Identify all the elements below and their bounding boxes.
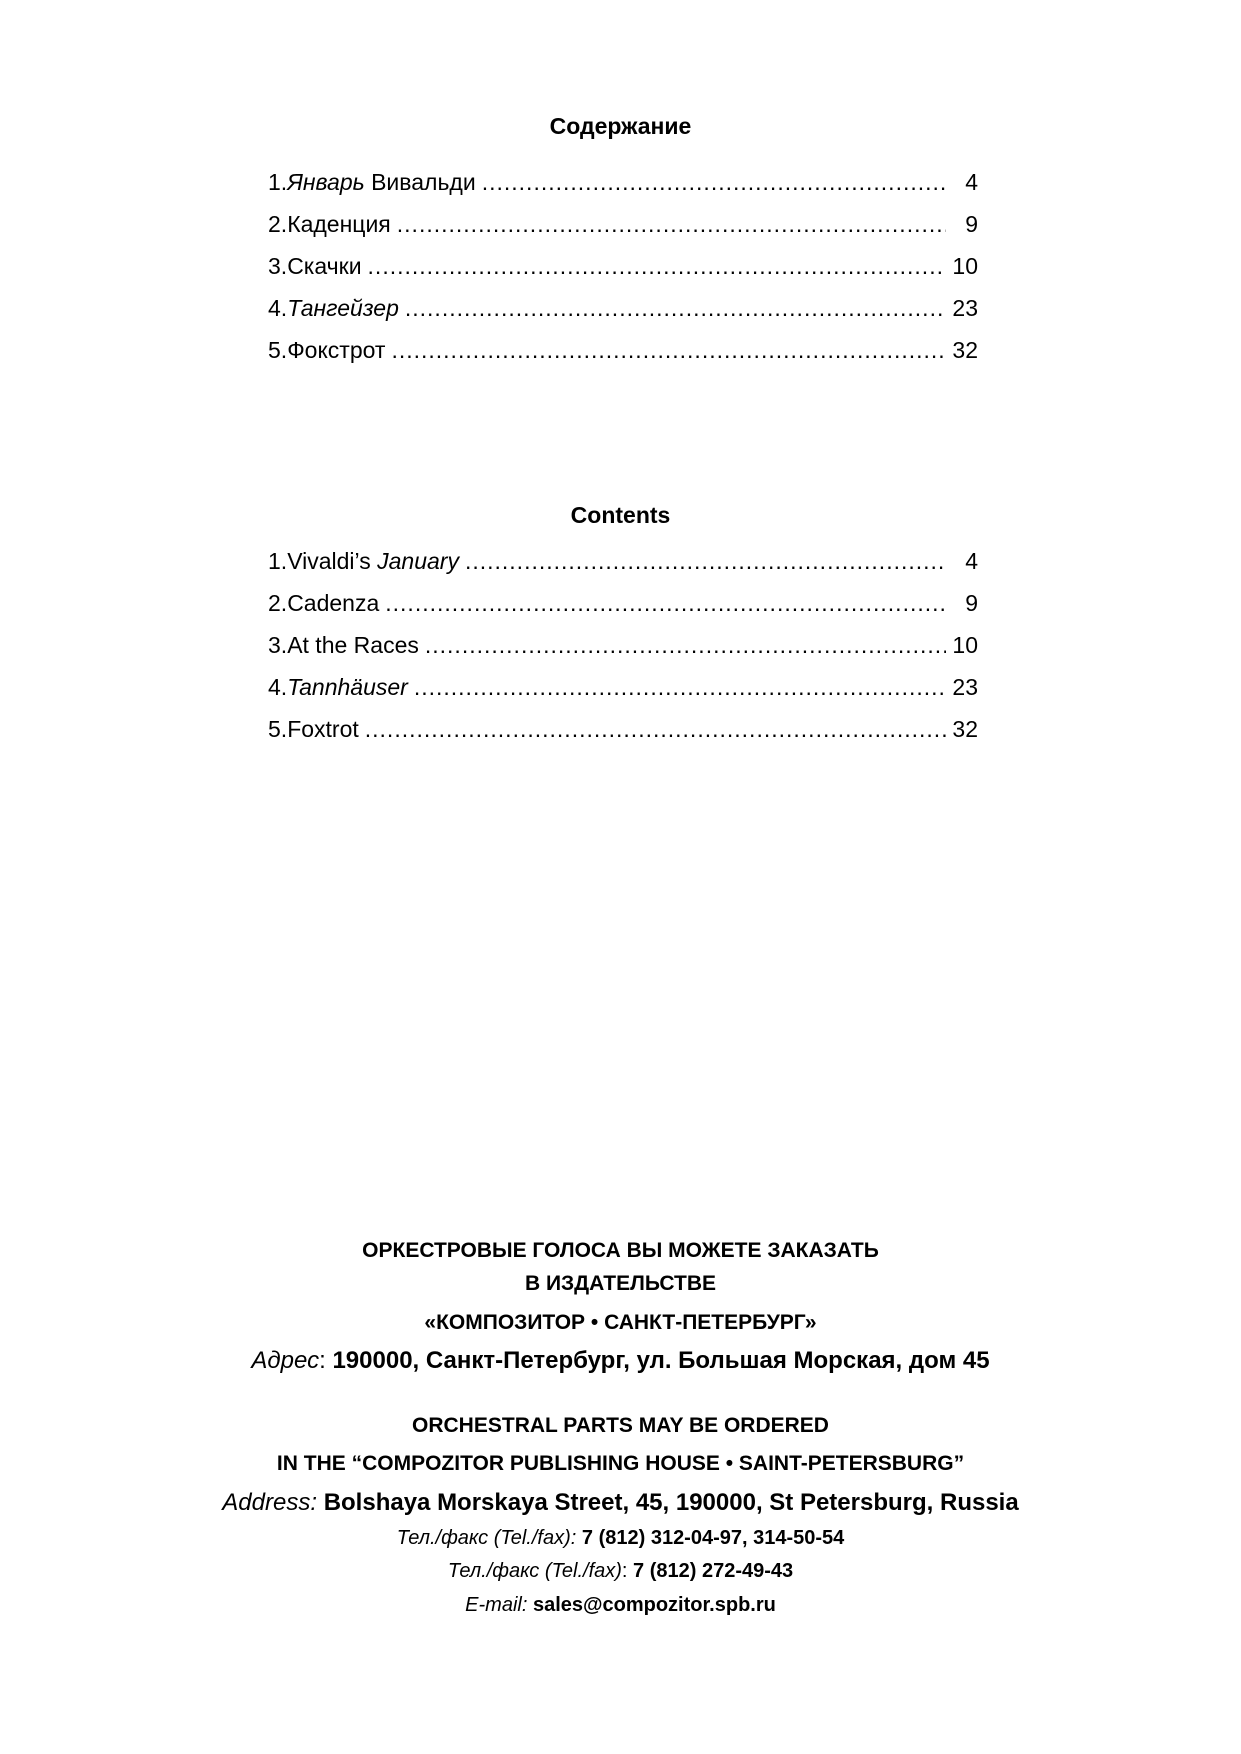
toc-label [287, 582, 379, 624]
toc-title-text: Cadenza [287, 590, 380, 616]
toc-page-number: 4 [965, 169, 978, 195]
dot-leader [385, 582, 946, 624]
dot-leader [368, 245, 946, 287]
toc-title-italic: Tannhäuser [287, 674, 408, 700]
toc-number: 5. [268, 337, 288, 363]
en-address-label: Address: [222, 1489, 318, 1516]
dot-leader [414, 666, 946, 708]
toc-number: 2. [268, 211, 288, 237]
toc-page-number: 9 [965, 211, 978, 237]
toc-row[interactable] [268, 624, 978, 666]
toc-page-number: 32 [952, 716, 978, 742]
toc-page-number: 9 [965, 590, 978, 616]
toc-page-number: 23 [952, 674, 978, 700]
en-address-value: Bolshaya Morskaya Street, 45, 190000, St Petersburg, Russia [323, 1489, 1019, 1516]
en-contents-list [268, 540, 978, 750]
toc-title-text: Каденция [287, 211, 391, 237]
toc-title-text: Скачки [287, 253, 362, 279]
dot-leader [482, 161, 946, 203]
toc-label [287, 245, 361, 287]
toc-row[interactable] [268, 161, 978, 203]
toc-label [287, 203, 391, 245]
en-contents-title: Contents [570, 502, 671, 528]
ru-address-separator: : [319, 1347, 333, 1374]
toc-page-number: 10 [952, 253, 978, 279]
ru-contents-title: Содержание [549, 113, 692, 139]
toc-label [287, 708, 359, 750]
en-order-line-2: IN THE “COMPOZITOR PUBLISHING HOUSE • SAINT-PETERSBURG” [276, 1452, 965, 1475]
dot-leader [405, 287, 946, 329]
tel-line-2 [0, 1560, 1241, 1583]
ru-publisher-name: «КОМПОЗИТОР • САНКТ-ПЕТЕРБУРГ» [424, 1311, 817, 1334]
toc-row[interactable] [268, 540, 978, 582]
toc-row[interactable] [268, 287, 978, 329]
toc-number: 3. [268, 632, 288, 658]
toc-number: 4. [268, 295, 288, 321]
toc-title-italic: Январь [287, 169, 365, 195]
ru-order-line-1: ОРКЕСТРОВЫЕ ГОЛОСА ВЫ МОЖЕТЕ ЗАКАЗАТЬ [362, 1239, 879, 1262]
dot-leader [391, 329, 946, 371]
toc-row[interactable] [268, 329, 978, 371]
tel-line-1 [0, 1527, 1241, 1550]
tel-label: Тел./факс (Tel./fax) [447, 1560, 622, 1582]
dot-leader [425, 624, 946, 666]
toc-number: 2. [268, 590, 288, 616]
toc-number: 4. [268, 674, 288, 700]
toc-label [287, 287, 399, 329]
dot-leader [365, 708, 946, 750]
email-label: E-mail: [465, 1594, 528, 1616]
toc-title-text: Foxtrot [287, 716, 359, 742]
tel-value[interactable]: 7 (812) 312-04-97, 314-50-54 [581, 1527, 845, 1549]
toc-label [287, 666, 408, 708]
toc-page-number: 10 [952, 632, 978, 658]
tel-separator: : [621, 1560, 634, 1582]
ru-address-label: Адрес [251, 1347, 320, 1374]
toc-number: 3. [268, 253, 288, 279]
toc-page-number: 4 [965, 548, 978, 574]
ru-contents-list [268, 161, 978, 371]
dot-leader [397, 203, 946, 245]
toc-row[interactable] [268, 708, 978, 750]
toc-number: 5. [268, 716, 288, 742]
toc-page-number: 23 [952, 295, 978, 321]
en-order-line-1: ORCHESTRAL PARTS MAY BE ORDERED [412, 1414, 829, 1437]
ru-address-value: 190000, Санкт-Петербург, ул. Большая Морская, дом 45 [332, 1347, 990, 1374]
toc-title-text: Vivaldi’s [287, 548, 378, 574]
toc-label [287, 329, 385, 371]
toc-row[interactable] [268, 666, 978, 708]
ru-address-line [0, 1347, 1241, 1375]
toc-label [287, 161, 476, 203]
email-line [0, 1594, 1241, 1617]
email-link[interactable]: sales@compozitor.spb.ru [532, 1594, 776, 1616]
toc-title-italic: Тангейзер [287, 295, 399, 321]
toc-title-text: At the Races [287, 632, 419, 658]
toc-number: 1. [268, 548, 288, 574]
dot-leader [465, 540, 946, 582]
toc-row[interactable] [268, 245, 978, 287]
toc-row[interactable] [268, 203, 978, 245]
toc-title-italic: January [377, 548, 459, 574]
toc-label [287, 540, 459, 582]
toc-page-number: 32 [952, 337, 978, 363]
toc-title-text: Вивальди [364, 169, 476, 195]
toc-title-text: Фокстрот [287, 337, 386, 363]
toc-label [287, 624, 419, 666]
en-address-line [0, 1489, 1241, 1517]
ru-order-line-2: В ИЗДАТЕЛЬСТВЕ [524, 1272, 717, 1295]
tel-value[interactable]: 7 (812) 272-49-43 [633, 1560, 794, 1582]
tel-label: Тел./факс (Tel./fax): [396, 1527, 577, 1549]
toc-number: 1. [268, 169, 288, 195]
toc-row[interactable] [268, 582, 978, 624]
